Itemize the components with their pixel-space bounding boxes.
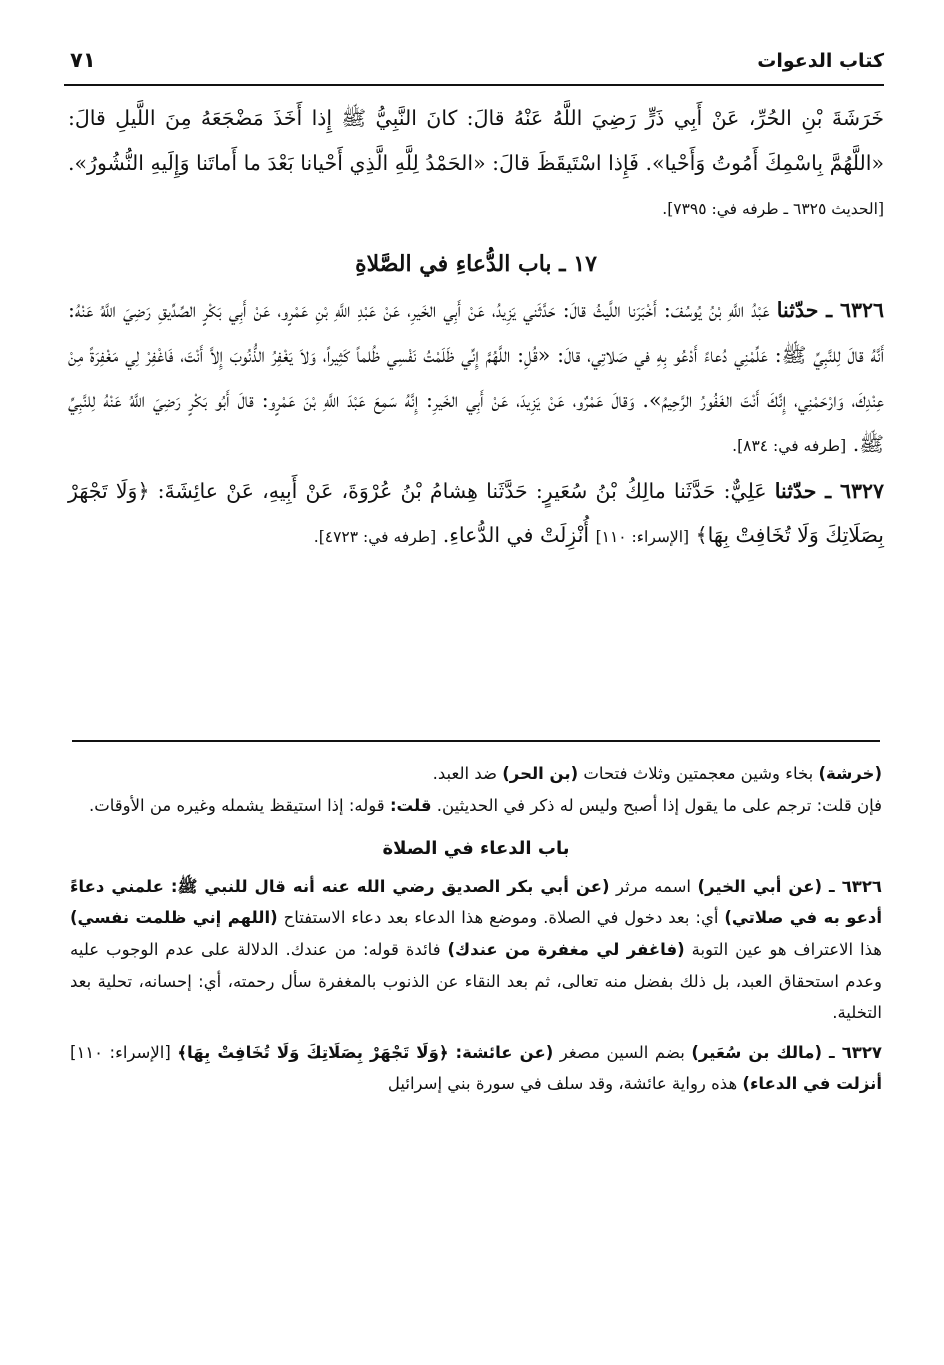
footnote-divider — [72, 740, 880, 742]
commentary-6327: ٦٣٢٧ ـ (مالك بن سُعَير) بضم السين مصغر (عن عائشة: ﴿وَلَا تَجْهَرْ بِصَلَاتِكَ وَلَا تُخَافِتْ بِهَا﴾ [الإسراء: ١١٠] أنزلت في الدعاء) هذه رواية عائشة، وقد سلف في سورة بني إسرائيل — [70, 1042, 882, 1094]
hadith-6326 — [68, 288, 884, 468]
hadith-number: ٦٣٢٦ ـ حدّثنا — [776, 298, 884, 323]
hadith-reference: [طرفه في: ٤٧٢٣]. — [313, 528, 437, 547]
hadith-6325-continuation — [68, 96, 884, 232]
page-number: ٧١ — [70, 48, 96, 72]
commentary-block — [70, 758, 882, 1100]
verse-reference: [الإسراء: ١١٠] — [595, 528, 690, 547]
hadith-reference: [طرفه في: ٨٣٤]. — [732, 437, 847, 456]
hadith-number: ٦٣٢٧ ـ حدّثنا — [774, 478, 884, 503]
hadith-text: عَبْدُ اللَّهِ بْنُ يُوسُفَ: أَخْبَرَنا اللَّيثُ قالَ: حَدَّثَني يَزِيدُ، عَنْ أَبِي الخَيرِ، عَنْ عَبْدِ اللَّهِ بْنِ عَمْرٍو، عَنْ أَبِي بَكْرٍ الصِّدِّيقِ رَضِيَ اللَّهُ عَنْهُ: أَنَّهُ قالَ لِلنَّبِيِّ ﷺ: عَلِّمْنِي دُعاءً أَدْعُو بِهِ في صَلاتِي، قالَ: «قُلِ: اللَّهُمَّ إِنِّي ظَلَمْتُ نَفْسِي ظُلماً كَثِيراً، وَلاَ يَغْفِرُ الذُّنُوبَ إِلاَّ أَنْتَ، فَاغْفِرْ لِي مَغْفِرَةً مِنْ عِنْدِكَ، وَارْحَمْنِي، إِنَّكَ أَنْتَ الغَفُورُ الرَّحِيمُ». وَقالَ عَمْرٌو، عَنْ يَزِيدَ، عَنْ أَبِي الخَيرِ: إِنَّهُ سَمِعَ عَبْدَ اللَّهِ بْنَ عَمْرٍو: قالَ أَبُو بَكْرٍ رَضِيَ اللَّهُ عَنْهُ لِلنَّبِيِّ ﷺ. — [68, 298, 884, 457]
hadith-text: عَلِيٌّ: حَدَّثَنا مالِكُ بْنُ سُعَيرٍ: حَدَّثَنا هِشامُ بْنُ عُرْوَةَ، عَنْ أَبِيهِ، عَنْ عائِشَةَ: ﴿وَلَا تَجْهَرْ بِصَلَاتِكَ وَلَا تُخَافِتْ بِهَا﴾ — [68, 478, 884, 548]
hadith-text-end: أُنْزِلَتْ في الدُّعاءِ. — [442, 523, 590, 548]
page-header — [64, 44, 884, 86]
commentary-6326: ٦٣٢٦ ـ (عن أبي الخير) اسمه مرثر (عن أبي بكر الصديق رضي الله عنه أنه قال للنبي ﷺ: علمني دعاءً أدعو به في صلاتي) أي: بعد دخول في الصلاة. وموضع هذا الدعاء بعد دعاء الاستفتاح (اللهم إني ظلمت نفسي) هذا الاعتراف هو عين التوبة (فاغفر لي مغفرة من عندك) فائدة قوله: من عندك. الدلالة على عدم الوجوب عليه وعدم استحقاق العبد، بل ذلك بفضل منه تعالى، ثم بعد النقاء عن الذنوب بالمغفرة سأل رحمته، أي: إحسانه، تحلية بعد التخلية. — [70, 876, 883, 1023]
hadith-6327 — [68, 469, 884, 560]
book-title: كتاب الدعوات — [757, 50, 884, 72]
hadith-text: خَرَشَةَ بْنِ الحُرِّ، عَنْ أَبِي ذَرٍّ رَضِيَ اللَّهُ عَنْهُ قالَ: كانَ النَّبِيُّ ﷺ إِذا أَخَذَ مَضْجَعَهُ مِنَ اللَّيلِ قالَ: «اللَّهُمَّ بِاسْمِكَ أَمُوتُ وَأَحْيا». فَإِذا اسْتَيقَظَ قالَ: «الحَمْدُ لِلَّهِ الَّذِي أَحْيانا بَعْدَ ما أَماتَنا وَإِلَيهِ النُّشُورُ». — [68, 106, 884, 175]
commentary-khurasha: (خرشة) بخاء وشين معجمتين وثلاث فتحات (بن الحر) ضد العبد. — [432, 764, 882, 783]
chapter-title: ١٧ ـ باب الدُّعاءِ في الصَّلاةِ — [355, 250, 597, 277]
commentary-chapter-title: باب الدعاء في الصلاة — [382, 838, 570, 860]
commentary-question: فإن قلت: ترجم على ما يقول إذا أصبح وليس له ذكر في الحديثين. قلت: قوله: إذا استيقظ يشمله وغيره من الأوقات. — [88, 795, 882, 815]
hadith-reference: [الحديث ٦٣٢٥ ـ طرفه في: ٧٣٩٥]. — [662, 200, 884, 219]
hadith-text-block — [68, 96, 884, 560]
